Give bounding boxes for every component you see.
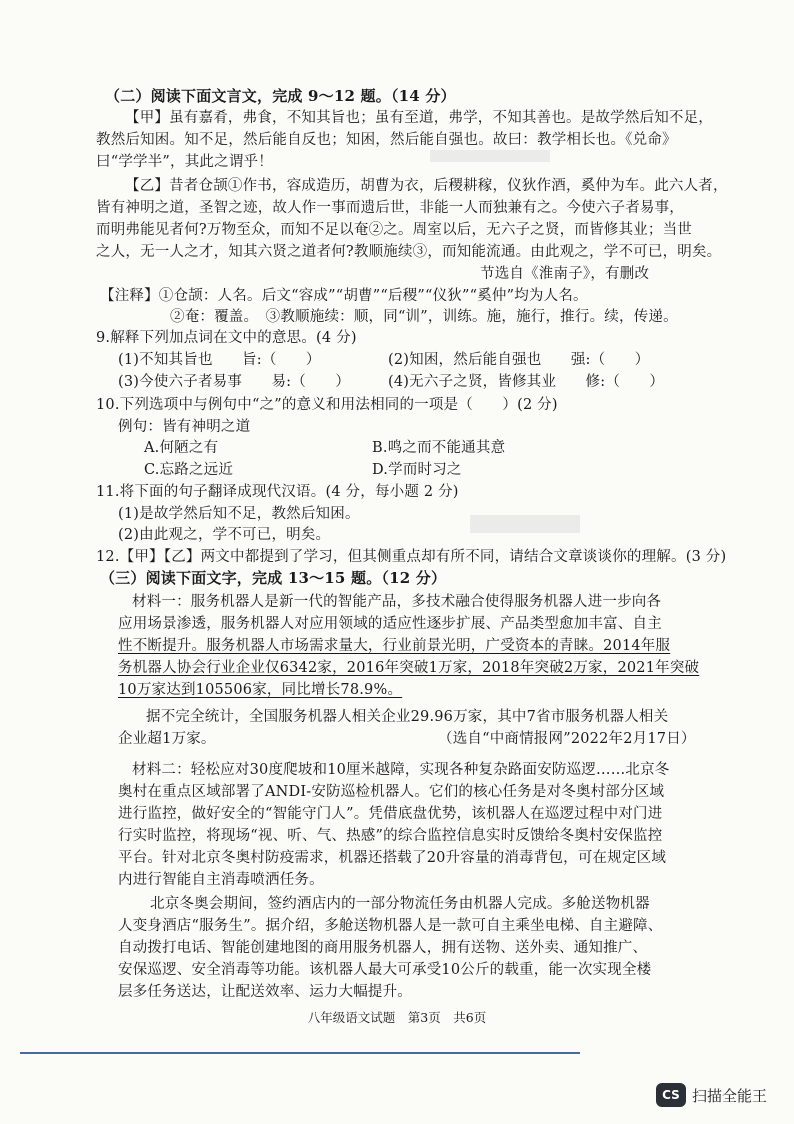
question-10-option: C.忘路之远近	[144, 462, 234, 478]
question-10-stem: 10.下列选项中与例句中“之”的意义和用法相同的一项是（ ）(2 分)	[96, 397, 558, 413]
material-2b-line: 自动拨打电话、智能创建地图的商用服务机器人，拥有送物、送外卖、通知推广、	[118, 940, 648, 956]
question-10-option: A.何陋之有	[144, 440, 219, 456]
passage-jia-line: 【甲】虽有嘉肴，弗食，不知其旨也；虽有至道，弗学，不知其善也。是故学然后知不足，	[125, 110, 713, 126]
material-2b-line: 北京冬奥会期间，签约酒店内的一部分物流任务由机器人完成。多舱送物机器	[150, 896, 650, 912]
annotation-line: ②奄：覆盖。 ③教顺施续：顺，同“训”，训练。施，施行，推行。续，传递。	[170, 309, 678, 325]
passage-yi-line: 【乙】昔者仓颉①作书，容成造历，胡曹为衣，后稷耕稼，仪狄作酒，奚仲为车。此六人者，	[125, 178, 728, 194]
material-1-source: （选自“中商情报网”2022年2月17日）	[438, 731, 696, 747]
camscanner-icon: CS	[656, 1083, 686, 1107]
passage-jia-line: 曰“学学半”，其此之谓乎！	[96, 154, 273, 170]
passage-yi-line: 而明弗能见者何?万物至众，而知不足以奄②之。周室以后，无六子之贤，而皆修其业；当世	[96, 222, 692, 238]
material-1-line: 应用场景渗透，服务机器人对应用领域的适应性逐步扩展、产品类型愈加丰富、自主	[118, 616, 662, 632]
material-2b-line: 层多任务送达，让配送效率、运力大幅提升。	[118, 984, 412, 1000]
scan-artifact	[470, 515, 580, 533]
question-10-option: D.学而时习之	[372, 462, 462, 478]
material-1-line: 性不断提升。服务机器人市场需求量大，行业前景光明，广受资本的青睐。2014年服	[118, 638, 671, 654]
scan-artifact	[430, 150, 550, 162]
question-9-stem: 9.解释下列加点词在文中的意思。(4 分)	[96, 330, 357, 346]
question-12-stem: 12.【甲】【乙】两文中都提到了学习，但其侧重点却有所不同，请结合文章谈谈你的理解。(3 分)	[96, 549, 727, 565]
passage-yi-line: 皆有神明之道，圣智之迹，故人作一事而遗后世，非能一人而独兼有之。今使六子者易事，	[96, 200, 684, 216]
question-11-item: (1)是故学然后知不足，教然后知困。	[118, 506, 360, 522]
passage-jia-line: 教然后知困。知不足，然后能自反也；知困，然后能自强也。故曰：教学相长也。《兑命》	[96, 132, 677, 148]
question-10-option: B.鸣之而不能通其意	[372, 440, 506, 456]
question-9-item: (3)今使六子者易事 易:（ ）	[118, 374, 351, 390]
material-2-line: 奥村在重点区域部署了ANDI-安防巡检机器人。它们的核心任务是对冬奥村部分区域	[118, 784, 665, 800]
material-2-line: 内进行智能自主消毒喷洒任务。	[118, 872, 324, 888]
material-2b-line: 安保巡逻、安全消毒等功能。该机器人最大可承受10公斤的载重，能一次实现全楼	[118, 962, 652, 978]
section-heading-3: （三）阅读下面文字，完成 13～15 题。（12 分）	[100, 569, 447, 587]
annotation-line: 【注释】①仓颉：人名。后文“容成”“胡曹”“后稷”“仪狄”“奚仲”均为人名。	[100, 288, 588, 304]
question-9-item: (2)知困，然后能自强也 强:（ ）	[388, 352, 650, 368]
passage-source: 节选自《淮南子》，有删改	[480, 266, 650, 282]
question-9-item: (4)无六子之贤，皆修其业 修:（ ）	[388, 374, 665, 390]
page-footer: 八年级语文试题 第3页 共6页	[307, 1010, 487, 1025]
section-heading-2: （二）阅读下面文言文，完成 9～12 题。（14 分）	[105, 87, 456, 105]
passage-yi-line: 之人，无一人之才，知其六贤之道者何?教顺施续③，而知能流通。由此观之，学不可已，明矣。	[96, 244, 722, 260]
material-2-line: 材料二：轻松应对30度爬坡和10厘米越障，实现各种复杂路面安防巡逻……北京冬	[132, 762, 670, 778]
watermark-text: 扫描全能王	[692, 1086, 768, 1105]
question-11-stem: 11.将下面的句子翻译成现代汉语。(4 分，每小题 2 分)	[96, 484, 459, 500]
question-9-item: (1)不知其旨也 旨:（ ）	[118, 352, 321, 368]
material-1-line: 务机器人协会行业企业仅6342家，2016年突破1万家，2018年突破2万家，2021年突破	[118, 660, 700, 676]
material-1-line: 材料一：服务机器人是新一代的智能产品，多技术融合使得服务机器人进一步向各	[132, 594, 662, 610]
material-2-line: 行实时监控，将现场“视、听、气、热感”的综合监控信息实时反馈给冬奥村安保监控	[118, 828, 663, 844]
material-2-line: 进行监控，做好安全的“智能守门人”。凭借底盘优势，该机器人在巡逻过程中对门进	[118, 806, 663, 822]
material-2b-line: 人变身酒店“服务生”。据介绍，多舱送物机器人是一款可自主乘坐电梯、自主避障、	[118, 918, 663, 934]
scan-edge-line	[20, 1052, 580, 1054]
scanner-watermark	[656, 1083, 767, 1107]
material-2-line: 平台。针对北京冬奥村防疫需求，机器还搭载了20升容量的消毒背包，可在规定区域	[118, 850, 667, 866]
material-1b-line: 据不完全统计，全国服务机器人相关企业29.96万家，其中7省市服务机器人相关	[146, 709, 669, 725]
material-1b-line: 企业超1万家。	[118, 731, 216, 747]
question-11-item: (2)由此观之，学不可已，明矣。	[118, 527, 331, 543]
question-10-example: 例句：皆有神明之道	[118, 419, 251, 435]
material-1-line: 10万家达到105506家，同比增长78.9%。	[118, 682, 403, 698]
